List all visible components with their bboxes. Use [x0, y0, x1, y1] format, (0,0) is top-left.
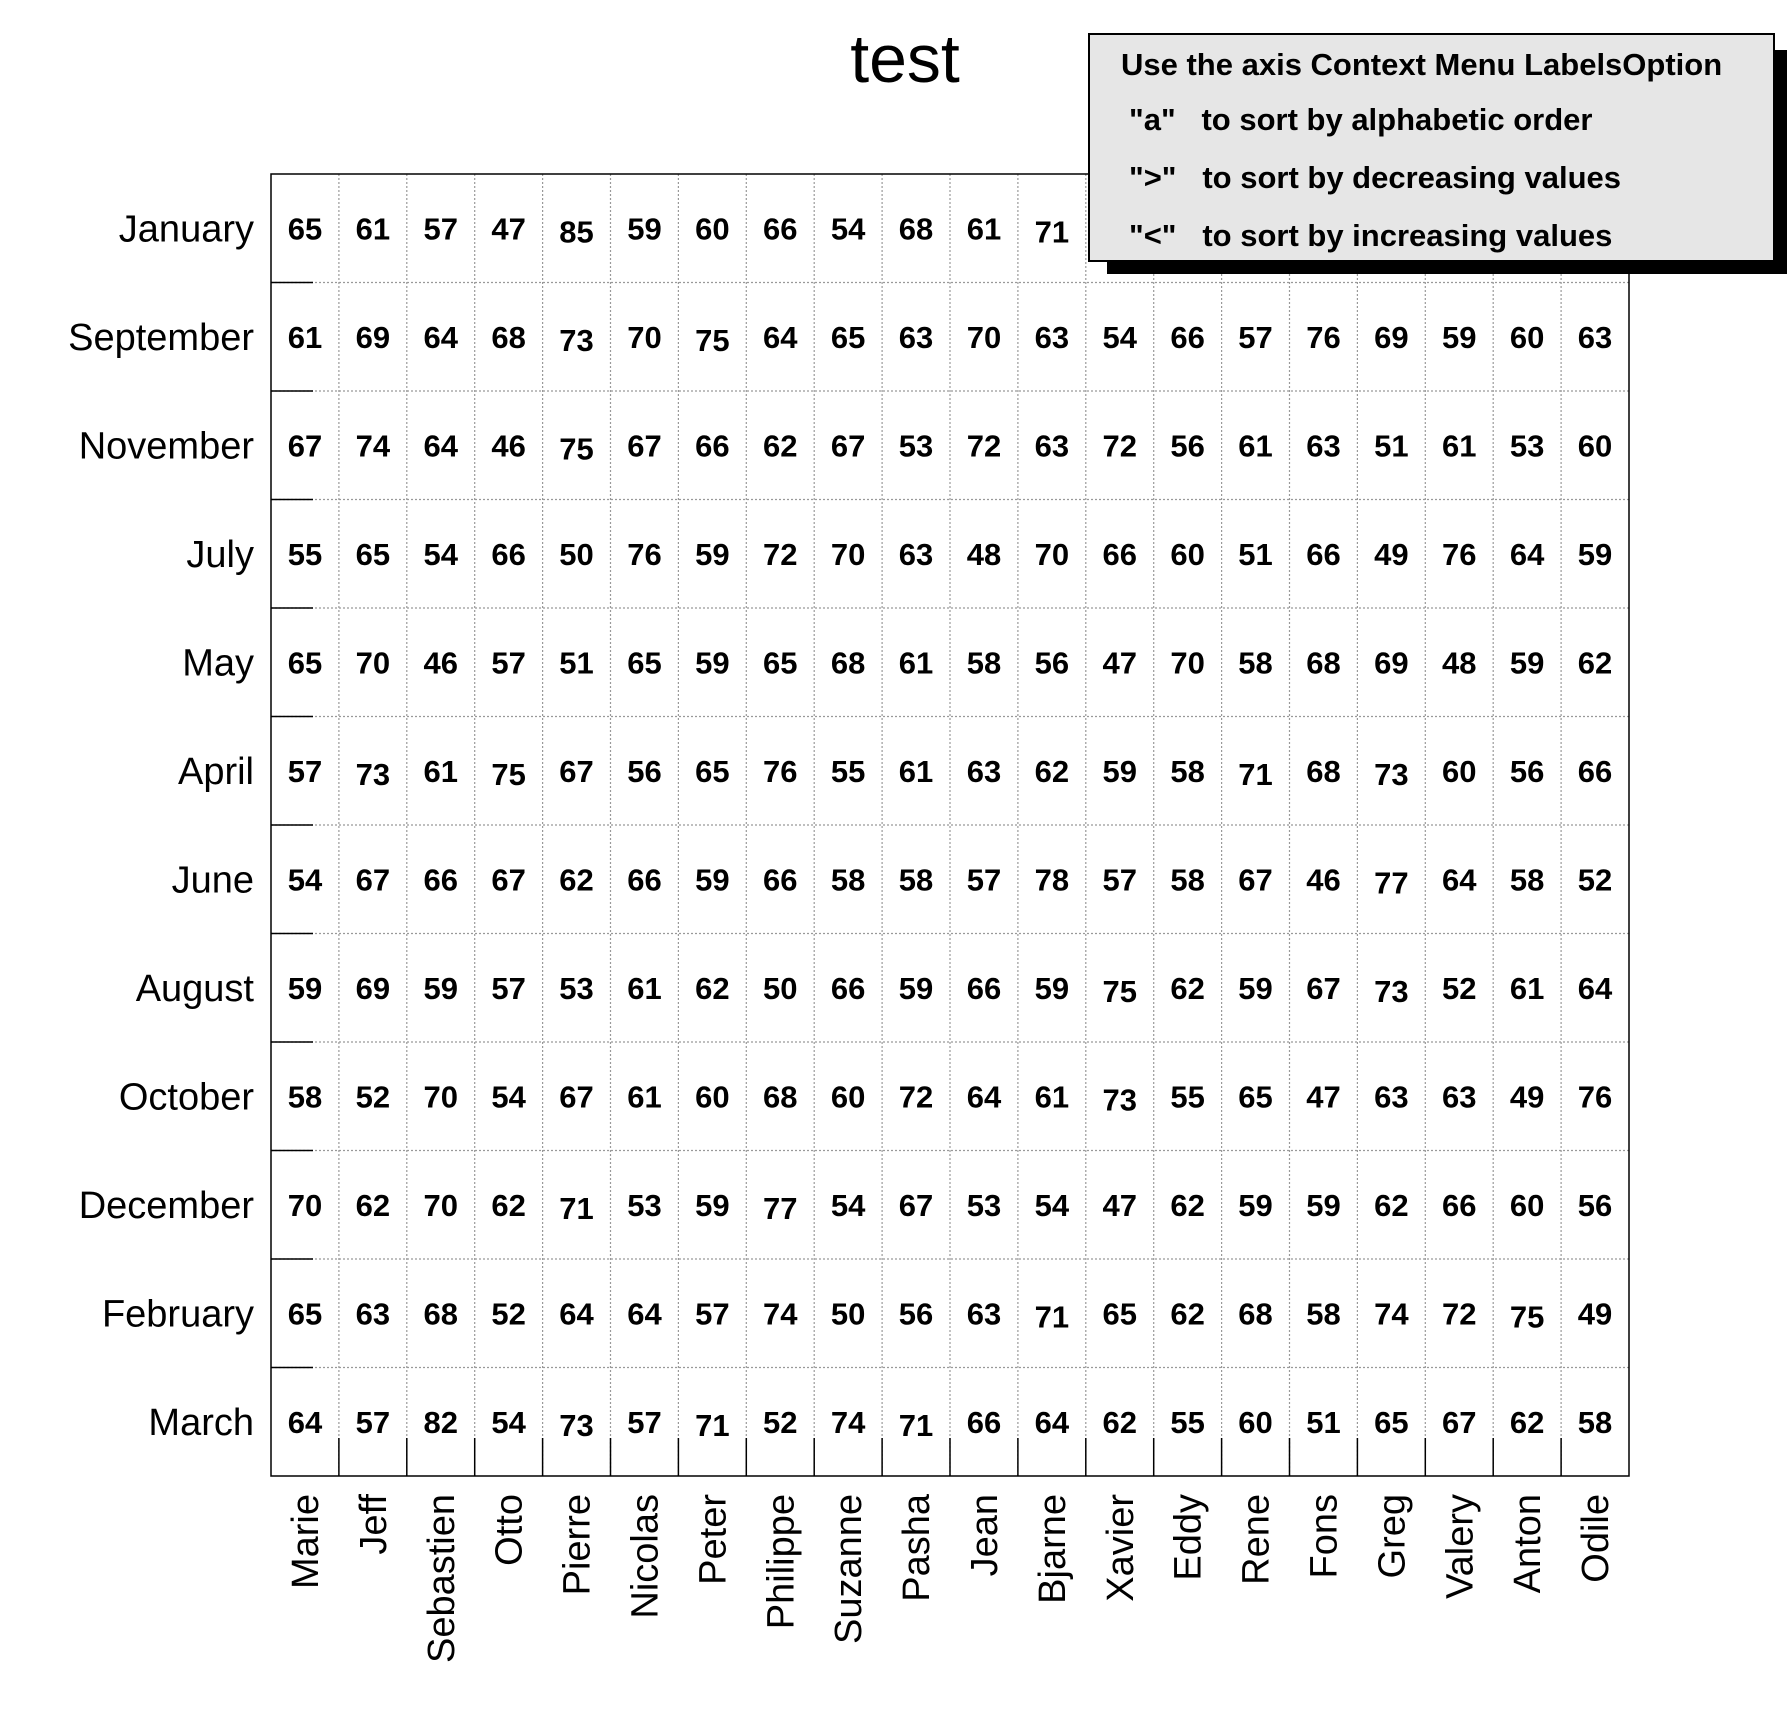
cell-value: 68: [1306, 645, 1341, 681]
cell-value: 64: [423, 428, 458, 464]
cell-value: 75: [491, 756, 526, 792]
cell-value: 57: [355, 1404, 391, 1440]
cell-value: 61: [1034, 1079, 1070, 1115]
cell-value: 58: [1306, 1296, 1341, 1332]
cell-value: 61: [1238, 428, 1273, 464]
cell-value: 61: [966, 211, 1002, 247]
cell-value: 65: [355, 536, 391, 572]
column-label: Valery: [1439, 1494, 1482, 1599]
cell-value: 59: [1306, 1187, 1341, 1223]
cell-value: 66: [1306, 536, 1341, 572]
cell-value: 60: [1509, 1187, 1545, 1223]
cell-value: 52: [355, 1079, 391, 1115]
cell-value: 62: [491, 1187, 526, 1223]
cell-value: 66: [1170, 319, 1205, 355]
cell-value: 74: [830, 1404, 866, 1440]
cell-value: 63: [898, 319, 934, 355]
cell-value: 67: [559, 753, 594, 789]
cell-value: 64: [559, 1296, 594, 1332]
cell-value: 85: [559, 214, 594, 250]
cell-value: 67: [559, 1079, 594, 1115]
cell-value: 61: [355, 211, 391, 247]
cell-value: 64: [763, 319, 798, 355]
cell-value: 65: [1238, 1079, 1273, 1115]
cell-value: 64: [1509, 536, 1545, 572]
cell-value: 50: [559, 536, 594, 572]
cell-value: 73: [355, 756, 391, 792]
cell-value: 52: [1442, 970, 1477, 1006]
cell-value: 67: [1306, 970, 1341, 1006]
cell-value: 65: [287, 1296, 323, 1332]
cell-value: 57: [627, 1404, 662, 1440]
cell-value: 62: [1509, 1404, 1545, 1440]
cell-value: 70: [287, 1187, 323, 1223]
cell-value: 67: [830, 428, 866, 464]
cell-value: 47: [1102, 1187, 1137, 1223]
cell-value: 62: [1034, 753, 1070, 789]
cell-value: 58: [1238, 645, 1273, 681]
cell-value: 66: [1102, 536, 1137, 572]
cell-value: 75: [559, 431, 594, 467]
cell-value: 59: [627, 211, 662, 247]
cell-value: 67: [491, 862, 526, 898]
cell-value: 64: [1034, 1404, 1070, 1440]
cell-value: 52: [1577, 862, 1613, 898]
cell-value: 62: [355, 1187, 391, 1223]
cell-value: 71: [695, 1407, 730, 1443]
cell-value: 57: [1238, 319, 1273, 355]
cell-value: 66: [491, 536, 526, 572]
column-label: Nicolas: [624, 1494, 667, 1619]
cell-value: 62: [1102, 1404, 1137, 1440]
cell-value: 54: [1102, 319, 1137, 355]
column-label: Pierre: [556, 1494, 599, 1596]
cell-value: 56: [1577, 1187, 1613, 1223]
cell-value: 56: [627, 753, 662, 789]
cell-value: 46: [1306, 862, 1341, 898]
cell-value: 56: [1170, 428, 1205, 464]
cell-value: 63: [1374, 1079, 1409, 1115]
column-label: Eddy: [1167, 1494, 1210, 1581]
cell-value: 54: [423, 536, 458, 572]
cell-value: 49: [1577, 1296, 1613, 1332]
cell-value: 48: [966, 536, 1002, 572]
cell-value: 68: [763, 1079, 798, 1115]
cell-value: 67: [627, 428, 662, 464]
info-note-line: "<" to sort by increasing values: [1129, 218, 1613, 253]
cell-value: 66: [763, 862, 798, 898]
cell-value: 64: [287, 1404, 323, 1440]
cell-value: 62: [1374, 1187, 1409, 1223]
cell-value: 60: [1170, 536, 1205, 572]
cell-value: 66: [966, 970, 1002, 1006]
row-label: March: [148, 1401, 254, 1444]
cell-value: 47: [1306, 1079, 1341, 1115]
cell-value: 58: [830, 862, 866, 898]
cell-value: 74: [763, 1296, 798, 1332]
cell-value: 66: [695, 428, 730, 464]
cell-value: 60: [1442, 753, 1477, 789]
cell-value: 68: [1306, 753, 1341, 789]
cell-value: 65: [287, 211, 323, 247]
cell-value: 62: [1170, 970, 1205, 1006]
cell-value: 53: [627, 1187, 662, 1223]
cell-value: 63: [1034, 319, 1070, 355]
cell-value: 72: [966, 428, 1002, 464]
cell-value: 67: [1238, 862, 1273, 898]
cell-value: 59: [1577, 536, 1613, 572]
cell-value: 53: [1509, 428, 1545, 464]
cell-value: 54: [491, 1404, 526, 1440]
cell-value: 68: [1238, 1296, 1273, 1332]
info-note-line: ">" to sort by decreasing values: [1129, 160, 1621, 195]
column-label: Fons: [1303, 1494, 1346, 1579]
cell-value: 76: [1577, 1079, 1613, 1115]
cell-value: 68: [491, 319, 526, 355]
cell-value: 65: [1102, 1296, 1137, 1332]
cell-value: 50: [763, 970, 798, 1006]
cell-value: 70: [423, 1079, 458, 1115]
cell-value: 59: [695, 536, 730, 572]
cell-value: 55: [830, 753, 866, 789]
cell-value: 62: [559, 862, 594, 898]
cell-value: 46: [423, 645, 458, 681]
cell-value: 72: [898, 1079, 934, 1115]
cell-value: 70: [627, 319, 662, 355]
column-label: Greg: [1371, 1494, 1414, 1579]
cell-value: 57: [491, 645, 526, 681]
cell-value: 58: [898, 862, 934, 898]
cell-value: 75: [1102, 973, 1137, 1009]
row-label: June: [171, 859, 254, 902]
cell-value: 57: [423, 211, 458, 247]
cell-value: 71: [1034, 214, 1070, 250]
cell-value: 72: [1102, 428, 1137, 464]
cell-value: 63: [898, 536, 934, 572]
cell-value: 49: [1374, 536, 1409, 572]
cell-value: 61: [898, 753, 934, 789]
cell-value: 70: [1170, 645, 1205, 681]
cell-value: 76: [763, 753, 798, 789]
cell-value: 73: [1374, 973, 1409, 1009]
cell-value: 50: [830, 1296, 866, 1332]
column-label: Anton: [1507, 1494, 1550, 1594]
cell-value: 54: [830, 1187, 866, 1223]
cell-value: 64: [1577, 970, 1613, 1006]
cell-value: 72: [1442, 1296, 1477, 1332]
cell-value: 68: [423, 1296, 458, 1332]
cell-value: 59: [1442, 319, 1477, 355]
cell-value: 67: [898, 1187, 934, 1223]
cell-value: 60: [1509, 319, 1545, 355]
row-labels: [68, 208, 254, 1444]
cell-value: 75: [695, 322, 730, 358]
cell-value: 58: [1577, 1404, 1613, 1440]
row-label: October: [118, 1076, 254, 1119]
cell-value: 66: [1577, 753, 1613, 789]
row-label: April: [177, 750, 254, 793]
row-label: September: [68, 316, 254, 359]
cell-value: 56: [1509, 753, 1545, 789]
cell-value: 55: [287, 536, 323, 572]
cell-value: 82: [423, 1404, 458, 1440]
cell-value: 62: [763, 428, 798, 464]
cell-value: 61: [1509, 970, 1545, 1006]
column-label: Marie: [284, 1494, 327, 1590]
cell-value: 51: [559, 645, 594, 681]
cell-value: 76: [627, 536, 662, 572]
plot-frame: [271, 174, 1629, 1476]
cell-value: 70: [355, 645, 391, 681]
cell-value: 59: [1034, 970, 1070, 1006]
cell-value: 68: [830, 645, 866, 681]
column-labels: [285, 1493, 1617, 1663]
cell-value: 76: [1442, 536, 1477, 572]
cell-value: 51: [1306, 1404, 1341, 1440]
column-label: Peter: [692, 1494, 735, 1585]
cell-value: 59: [423, 970, 458, 1006]
row-label: May: [182, 642, 254, 685]
cell-value: 59: [695, 1187, 730, 1223]
cell-value: 69: [355, 970, 391, 1006]
info-note: [1089, 34, 1787, 274]
cell-value: 73: [559, 322, 594, 358]
cell-value: 58: [1170, 753, 1205, 789]
cell-value: 69: [1374, 319, 1409, 355]
cell-value: 69: [1374, 645, 1409, 681]
info-note-line: "a" to sort by alphabetic order: [1129, 102, 1593, 137]
cell-value: 57: [491, 970, 526, 1006]
cell-value: 66: [627, 862, 662, 898]
cell-value: 57: [1102, 862, 1137, 898]
cell-value: 65: [627, 645, 662, 681]
cell-value: 77: [763, 1190, 798, 1226]
cell-value: 65: [1374, 1404, 1409, 1440]
cell-value: 70: [1034, 536, 1070, 572]
column-label: Pasha: [896, 1494, 939, 1602]
cell-value: 76: [1306, 319, 1341, 355]
cell-value: 66: [1442, 1187, 1477, 1223]
cell-value: 60: [830, 1079, 866, 1115]
cell-value: 60: [695, 211, 730, 247]
cell-value: 57: [695, 1296, 730, 1332]
cell-value: 53: [898, 428, 934, 464]
cell-value: 77: [1374, 865, 1409, 901]
cell-value: 61: [423, 753, 458, 789]
cell-value: 66: [966, 1404, 1002, 1440]
cell-value: 48: [1442, 645, 1477, 681]
cell-value: 59: [1238, 1187, 1273, 1223]
cell-value: 57: [966, 862, 1002, 898]
cell-value: 74: [1374, 1296, 1409, 1332]
cell-value: 67: [355, 862, 391, 898]
row-label: November: [78, 425, 254, 468]
cell-value: 61: [287, 319, 323, 355]
cell-value: 66: [423, 862, 458, 898]
cell-value: 59: [287, 970, 323, 1006]
cell-value: 75: [1509, 1299, 1545, 1335]
column-label: Jean: [963, 1494, 1006, 1577]
cell-value: 64: [423, 319, 458, 355]
cell-value: 61: [1442, 428, 1477, 464]
column-label: Otto: [488, 1494, 531, 1566]
cell-value: 51: [1374, 428, 1409, 464]
cell-value: 59: [695, 862, 730, 898]
cell-value: 78: [1034, 862, 1070, 898]
cell-value: 46: [491, 428, 526, 464]
cell-value: 71: [559, 1190, 594, 1226]
cell-value: 64: [1442, 862, 1477, 898]
cell-value: 58: [966, 645, 1002, 681]
cell-value: 70: [966, 319, 1002, 355]
cell-value: 63: [1577, 319, 1613, 355]
cell-value: 57: [287, 753, 323, 789]
cell-value: 59: [1102, 753, 1137, 789]
cell-value: 59: [1238, 970, 1273, 1006]
cell-value: 63: [1306, 428, 1341, 464]
cell-value: 54: [830, 211, 866, 247]
cell-value: 67: [1442, 1404, 1477, 1440]
cell-value: 54: [491, 1079, 526, 1115]
cell-value: 72: [763, 536, 798, 572]
cell-value: 67: [287, 428, 323, 464]
cell-value: 62: [1170, 1296, 1205, 1332]
cell-value: 58: [1509, 862, 1545, 898]
cell-value: 55: [1170, 1079, 1205, 1115]
cell-value: 62: [695, 970, 730, 1006]
column-label: Sebastien: [420, 1494, 463, 1664]
cell-value: 54: [287, 862, 323, 898]
cell-value: 56: [898, 1296, 934, 1332]
cell-value: 58: [1170, 862, 1205, 898]
cell-value: 65: [830, 319, 866, 355]
cell-value: 53: [966, 1187, 1002, 1223]
cell-value: 55: [1170, 1404, 1205, 1440]
row-label: August: [135, 967, 254, 1010]
cell-value: 70: [830, 536, 866, 572]
row-label: July: [186, 533, 254, 576]
cell-value: 70: [423, 1187, 458, 1223]
cell-value: 60: [695, 1079, 730, 1115]
column-label: Odile: [1575, 1494, 1618, 1583]
cell-value: 63: [1442, 1079, 1477, 1115]
cell-value: 59: [898, 970, 934, 1006]
cell-value: 65: [287, 645, 323, 681]
cell-value: 73: [559, 1407, 594, 1443]
cell-value: 61: [627, 1079, 662, 1115]
cell-value: 65: [695, 753, 730, 789]
chart-title: test: [850, 21, 960, 97]
cell-value: 69: [355, 319, 391, 355]
cell-value: 47: [491, 211, 526, 247]
cell-value: 64: [627, 1296, 662, 1332]
column-label: Rene: [1235, 1494, 1278, 1585]
column-label: Philippe: [760, 1494, 803, 1630]
cell-value: 63: [966, 1296, 1002, 1332]
cell-value: 59: [1509, 645, 1545, 681]
cell-value: 73: [1374, 756, 1409, 792]
cell-value: 66: [763, 211, 798, 247]
cell-value: 59: [695, 645, 730, 681]
cell-value: 65: [763, 645, 798, 681]
cell-value: 62: [1170, 1187, 1205, 1223]
row-label: February: [101, 1293, 254, 1336]
cell-value: 63: [355, 1296, 391, 1332]
cell-value: 71: [898, 1407, 934, 1443]
cell-value: 52: [491, 1296, 526, 1332]
cell-value: 54: [1034, 1187, 1070, 1223]
cell-value: 62: [1577, 645, 1613, 681]
row-label: January: [118, 208, 254, 251]
cell-value: 53: [559, 970, 594, 1006]
cell-value: 74: [355, 428, 391, 464]
cell-value: 56: [1034, 645, 1070, 681]
cell-value: 61: [898, 645, 934, 681]
column-label: Bjarne: [1031, 1494, 1074, 1604]
cell-value: 61: [627, 970, 662, 1006]
cell-value: 64: [966, 1079, 1002, 1115]
info-note-line: Use the axis Context Menu LabelsOption: [1121, 47, 1723, 82]
cell-value: 71: [1238, 756, 1273, 792]
cell-value: 71: [1034, 1299, 1070, 1335]
row-label: December: [78, 1184, 254, 1227]
cell-value: 52: [763, 1404, 798, 1440]
cell-value: 73: [1102, 1082, 1137, 1118]
column-label: Suzanne: [828, 1494, 871, 1645]
cell-value: 58: [287, 1079, 323, 1115]
cell-value: 51: [1238, 536, 1273, 572]
cell-value: 60: [1577, 428, 1613, 464]
cell-value: 49: [1509, 1079, 1545, 1115]
grid: [271, 174, 1629, 1476]
cell-value: 63: [1034, 428, 1070, 464]
column-label: Xavier: [1099, 1494, 1142, 1602]
cell-value: 66: [830, 970, 866, 1006]
cell-value: 47: [1102, 645, 1137, 681]
cell-value: 60: [1238, 1404, 1273, 1440]
cell-value: 63: [966, 753, 1002, 789]
cell-value: 68: [898, 211, 934, 247]
column-label: Jeff: [352, 1494, 395, 1555]
